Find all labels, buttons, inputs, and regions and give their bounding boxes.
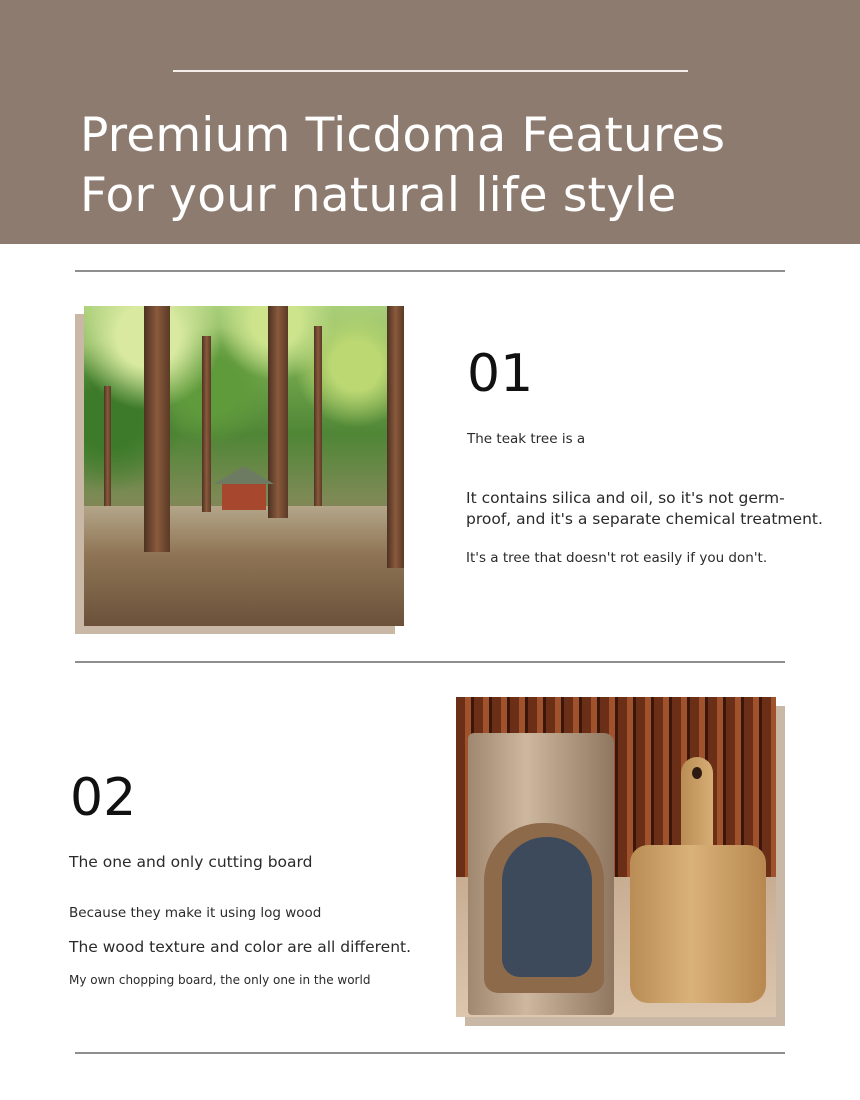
tree-trunk [202, 336, 211, 512]
tree-trunk [144, 306, 170, 552]
tree-trunk [314, 326, 322, 506]
divider-bottom [75, 1052, 785, 1054]
section2-line2: The wood texture and color are all different. [69, 938, 412, 956]
section1-lead: The teak tree is a [467, 431, 586, 447]
section1-note: It's a tree that doesn't rot easily if you don't. [466, 550, 768, 566]
cutting-board [630, 845, 766, 1003]
tree-trunk [387, 306, 404, 568]
forest-ground [84, 506, 404, 626]
divider-top [75, 270, 785, 272]
pavilion-base [222, 484, 266, 510]
section2-note: My own chopping board, the only one in the world [69, 973, 371, 987]
cutting-board-photo [456, 697, 776, 1017]
section1-body: It contains silica and oil, so it's not germ-proof, and it's a separate chemical treatment. [466, 489, 823, 528]
page-title: Premium Ticdoma Features For your natural life style [80, 108, 726, 223]
section-number-01: 01 [467, 344, 534, 404]
header-rule [173, 70, 688, 72]
section2-lead: The one and only cutting board [69, 853, 313, 871]
divider-middle [75, 661, 785, 663]
teak-forest-photo [84, 306, 404, 626]
pavilion-roof [214, 466, 274, 484]
elephant-carving [502, 837, 592, 977]
header-banner [0, 0, 860, 244]
board-hanging-hole [692, 767, 702, 779]
section-number-02: 02 [70, 768, 137, 828]
section2-line1: Because they make it using log wood [69, 905, 322, 921]
tree-trunk [104, 386, 111, 506]
tree-trunk [268, 306, 288, 518]
